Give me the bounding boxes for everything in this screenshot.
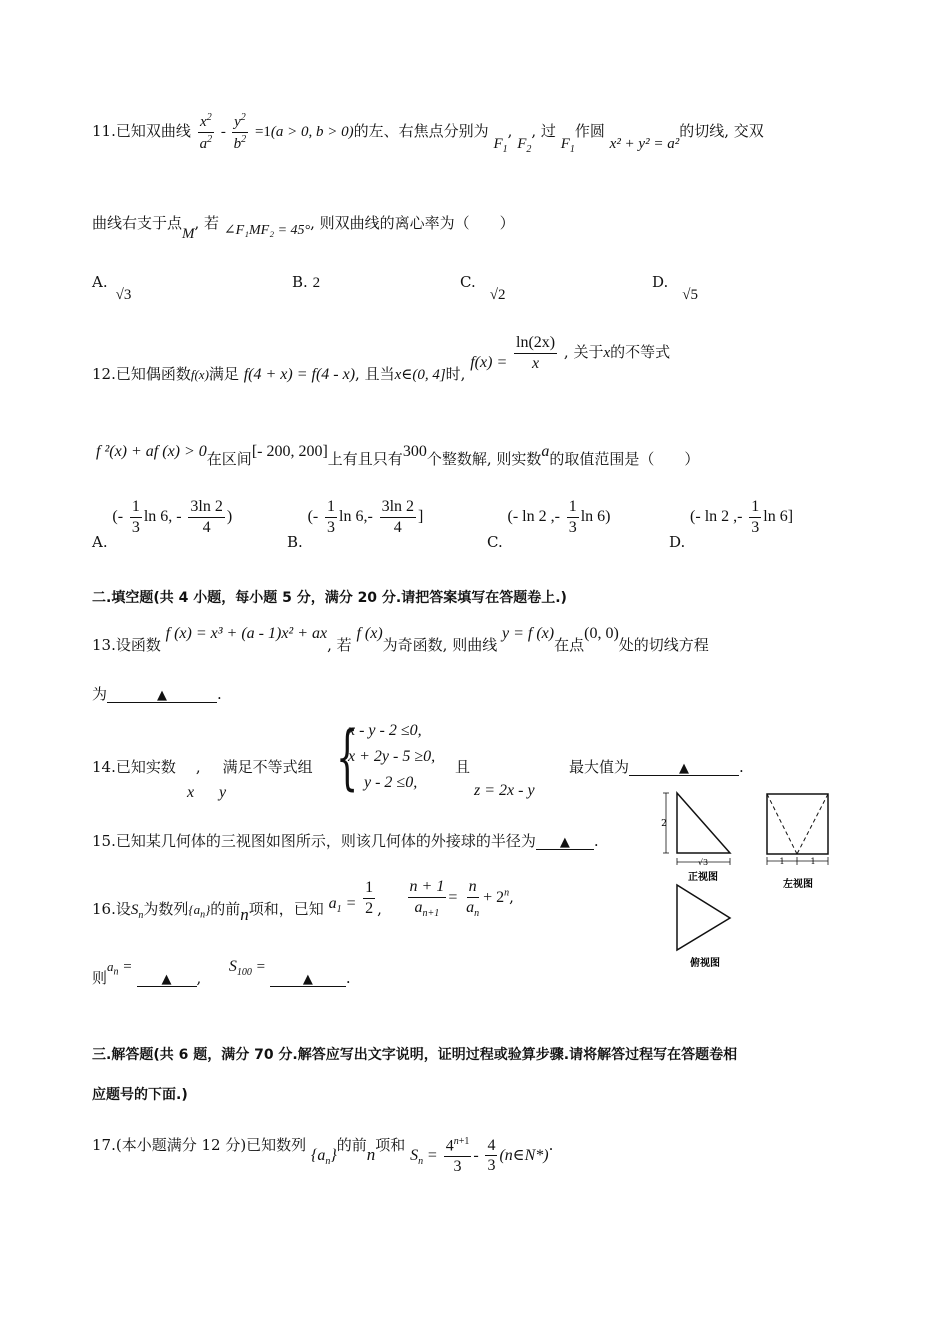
- q12-mid1: 满足: [208, 365, 239, 384]
- q11-mid3: 作圆: [574, 122, 605, 140]
- q12-option-b: B. (- $\frac{1}{3}$ ln 6,- $\frac{3\ln 2}{4}$ ]: [287, 498, 424, 552]
- q13-line2: 为 ▲ .: [92, 685, 222, 703]
- q11-mid1: 的左、右焦点分别为: [353, 122, 489, 140]
- q12-domain: x∈(0, 4]: [394, 367, 446, 384]
- q11-line2: [92, 212, 515, 242]
- top-view: [677, 885, 730, 969]
- q14-z: z = 2x - y: [474, 782, 535, 799]
- q11-angle: ∠F₁MF₂ = 45°: [223, 223, 311, 238]
- q11-frac-x: $\frac{x^2}{a^2}$: [199, 112, 213, 152]
- section-2-heading: 二.填空题(共 4 小题，每小题 5 分，满分 20 分.请把答案填写在答题卷上.): [92, 590, 567, 606]
- q14-answer-blank[interactable]: ▲: [629, 760, 739, 776]
- q12-interval: [- 200, 200]: [251, 443, 328, 460]
- q11-prefix: 11.已知双曲线: [92, 122, 191, 140]
- q12-line2: [96, 440, 700, 468]
- q12-mid2: , 且当: [355, 365, 395, 384]
- side-left-label: 1: [779, 857, 785, 866]
- q11-line2-a: 曲线右支于点: [92, 214, 183, 232]
- side-view: [767, 794, 828, 890]
- q12-eq1: f(4 + x) = f(4 - x): [243, 366, 356, 384]
- q12-l2d: 的取值范围是（ ）: [549, 450, 700, 468]
- q11-option-c: C.√2: [460, 273, 506, 303]
- q16-s100-blank[interactable]: ▲: [270, 971, 346, 987]
- q12-prefix: 12.已知偶函数: [92, 365, 191, 384]
- q11-mid2: , 过: [531, 122, 556, 140]
- q11-line1: 11.已知双曲线 $\frac{x^2}{a^2}$ - $\frac{y^2}{b^2}$ =1(a > 0, b > 0)的左、右焦点分别为 $F_1$, $F_2$, 过 $F_1$作圆 x² + y² = a²的切线, 交双: [92, 112, 764, 155]
- three-views-figure: [655, 785, 855, 970]
- q12-frac: $\frac{\ln(2x)}{x}$: [516, 334, 556, 372]
- q11-frac-y: $\frac{y^2}{b^2}$: [233, 112, 247, 152]
- q12-option-a: A. (- $\frac{1}{3}$ ln 6, - $\frac{3\ln 2}{4}$ ): [92, 498, 233, 552]
- front-view-caption: 正视图: [688, 872, 718, 883]
- section-3-heading-line1: 三.解答题(共 6 题，满分 70 分.解答应写出文字说明，证明过程或验算步骤.请将解答过程写在答题卷相: [92, 1047, 738, 1063]
- q12-count: 300: [402, 443, 427, 460]
- q14-brace: {: [336, 716, 359, 798]
- q12-option-d: D. (- ln 2 ,- $\frac{1}{3}$ ln 6]: [669, 498, 794, 552]
- side-view-caption: 左视图: [783, 879, 813, 890]
- q17-line: 17.(本小题满分 12 分)已知数列 $\{a_n\}$的前n项和 $S_n$ = $\frac{4^{n+1}}{3}$ - $\frac{4}{3}$ (n∈N*).: [92, 1135, 554, 1175]
- q14-x: x: [187, 784, 195, 801]
- front-height-label: 2: [661, 819, 667, 829]
- q12-option-c: C. (- ln 2 ,- $\frac{1}{3}$ ln 6): [487, 498, 611, 552]
- q12-mid4: , 关于: [563, 343, 604, 362]
- top-view-caption: 俯视图: [690, 958, 720, 969]
- q13-answer-blank[interactable]: ▲: [107, 687, 217, 703]
- q16-line1: 16.设$S_n$为数列$\{a_n\}$的前n项和，已知 $a_1$ = $\frac{1}{2}$ , $\frac{n + 1}{a_{n+1}}$ = $\frac{n}{a_n}$ + $2^n$,: [92, 878, 514, 925]
- q11-point-m: M: [182, 226, 195, 242]
- q14-y: y: [219, 784, 227, 801]
- q16-an-blank[interactable]: ▲: [137, 971, 197, 987]
- q14-and: 且: [455, 758, 471, 776]
- q14-system: x - y - 2 ≤0, x + 2y - 5 ≥0, y - 2 ≤0,: [348, 722, 436, 791]
- q14-line: 14.已知实数 , 满足不等式组: [92, 758, 313, 776]
- q12-mid3: 时,: [445, 365, 466, 384]
- section-3-heading-line2: 应题号的下面.): [92, 1087, 188, 1103]
- q15-line: 15.已知某几何体的三视图如图所示，则该几何体的外接球的半径为 ▲ .: [92, 832, 599, 850]
- q14-tail: 最大值为 ▲ .: [569, 758, 744, 776]
- q12-l2c: 个整数解, 则实数: [426, 450, 542, 468]
- q11-option-d: D.√5: [652, 273, 698, 303]
- q12-fx-def: f(x) =: [470, 354, 508, 372]
- q11-option-a: A.√3: [92, 273, 132, 303]
- q12-fx: f(x): [190, 367, 209, 383]
- side-right-label: 1: [810, 857, 816, 866]
- q11-line2-b: , 若: [194, 214, 220, 232]
- front-view: [661, 793, 730, 883]
- q12-var: x: [603, 345, 611, 362]
- q11-mid4: 的切线, 交双: [679, 122, 764, 140]
- q17-prefix: 17.(本小题满分 12 分)已知数列: [92, 1135, 307, 1154]
- q11-eq-tail: =1: [254, 124, 271, 140]
- q11-f2: $F_2$: [517, 136, 532, 155]
- q12-line1: [92, 334, 671, 384]
- q11-circle: x² + y² = a²: [609, 136, 680, 152]
- q11-f1b: $F_1$: [560, 136, 575, 155]
- q16-line2: 则$a_n$ = ▲ , $S_{100}$ = ▲ .: [92, 958, 351, 987]
- q12-avar: a: [541, 443, 550, 460]
- q11-line2-c: , 则双曲线的离心率为（ ）: [310, 214, 515, 232]
- q11-option-b: B. 2: [292, 273, 321, 291]
- q12-l2a: 在区间: [206, 450, 252, 468]
- front-width-label: √3: [697, 858, 709, 867]
- q12-l2b: 上有且只有: [327, 450, 403, 468]
- q12-ineq: f ²(x) + af (x) > 0: [96, 443, 207, 460]
- q11-f1: $F_1$: [493, 136, 508, 155]
- q11-comma: ,: [507, 122, 513, 140]
- q15-answer-blank[interactable]: ▲: [536, 834, 594, 850]
- q11-cond: (a > 0, b > 0): [270, 124, 354, 140]
- q13-line1: 13.设函数 f (x) = x³ + (a - 1)x² + ax, 若 f (x)为奇函数, 则曲线 y = f (x)在点(0, 0)处的切线方程: [92, 625, 709, 654]
- q12-mid5: 的不等式: [610, 343, 671, 362]
